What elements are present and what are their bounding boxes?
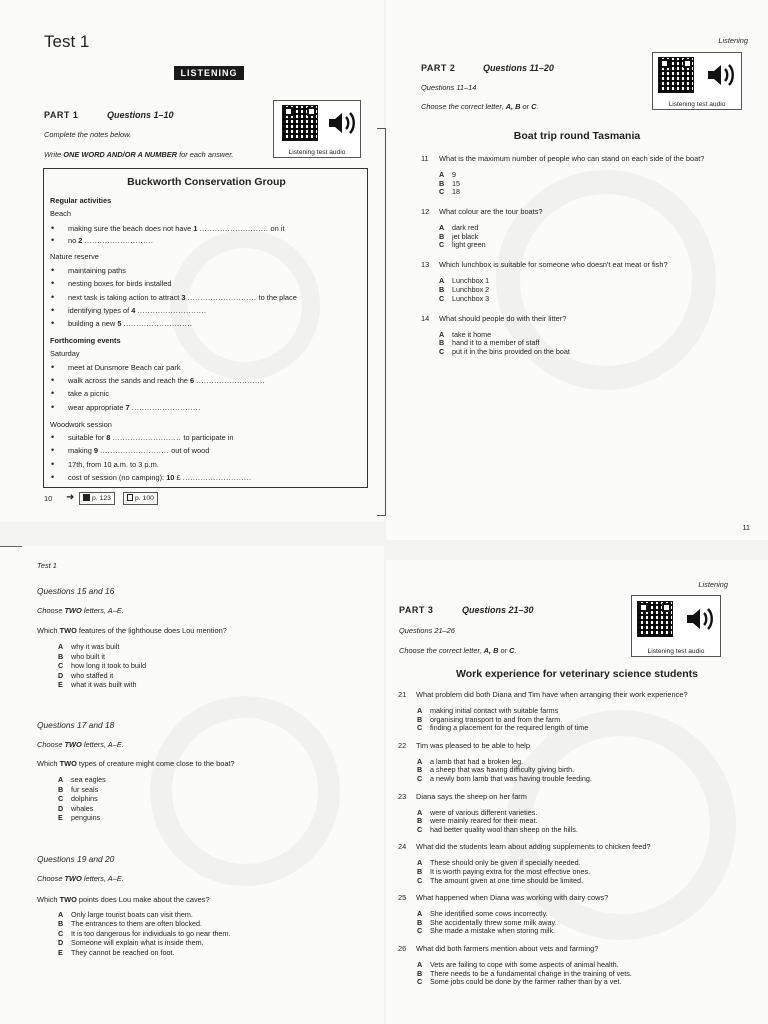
option-letter: A <box>417 960 423 969</box>
instruction-complete: Complete the notes below. <box>44 130 132 139</box>
option-text: who staffed it <box>71 670 114 680</box>
ref-answer-key[interactable] <box>123 492 158 505</box>
option-13-c[interactable] <box>439 294 489 303</box>
option-e[interactable] <box>58 680 137 689</box>
option-text: what it was built with <box>71 680 137 690</box>
option-letter: C <box>417 926 423 936</box>
question-11 <box>421 154 704 163</box>
audio-caption: Listening test audio <box>288 149 346 156</box>
option-23-c[interactable] <box>417 825 578 834</box>
instr-post: letters, A–E. <box>81 740 124 749</box>
option-text: sea eagles <box>71 775 106 784</box>
question-text: What did the students learn about adding supplements to chicken feed? <box>416 842 651 852</box>
option-letter: C <box>58 928 64 938</box>
instr-post: letters, A–E. <box>81 874 124 883</box>
group1-instruction <box>37 606 124 615</box>
text: suitable for <box>68 433 105 442</box>
option-letter: C <box>58 794 64 804</box>
option-text: It is worth paying extra for the most effective ones. <box>430 867 591 876</box>
option-text: dark red <box>452 223 479 233</box>
beach-heading: Beach <box>50 209 71 218</box>
audio-script-icon <box>83 494 90 501</box>
option-letter: A <box>58 775 64 784</box>
option-text: She made a mistake when storing milk. <box>430 926 556 936</box>
woodwork-item-4 <box>68 473 252 482</box>
ref-audio-script[interactable] <box>79 492 115 505</box>
option-text: jet black <box>452 231 479 241</box>
option-letter: E <box>58 947 63 957</box>
option-text: She identified some cows incorrectly. <box>430 909 548 919</box>
option-letter: B <box>58 651 64 661</box>
binding-bracket <box>377 128 386 516</box>
instr-bold: A, B <box>505 102 521 111</box>
option-a[interactable] <box>58 775 106 784</box>
option-letter: B <box>417 714 423 724</box>
option-letter: C <box>439 240 445 250</box>
question-number: 12 <box>421 207 430 217</box>
option-letter: B <box>417 917 423 927</box>
option-letter: B <box>417 867 423 876</box>
question-number: 13 <box>421 260 430 270</box>
answer-gap[interactable]: ........................... <box>137 306 207 315</box>
question-number: 25 <box>398 893 407 903</box>
question-21 <box>398 690 688 699</box>
option-a[interactable] <box>58 642 119 651</box>
option-letter: B <box>417 816 423 826</box>
qr-code-icon[interactable] <box>658 57 694 93</box>
flower-watermark <box>150 696 340 886</box>
group3-instruction <box>37 874 124 883</box>
instr-post: . <box>514 646 517 655</box>
flower-watermark <box>496 170 716 390</box>
page-number: 11 <box>742 523 750 532</box>
bottom-right-page <box>386 560 768 1024</box>
option-letter: B <box>417 968 423 978</box>
running-header: Test 1 <box>37 561 57 570</box>
text: next task is taking action to attract <box>68 293 180 302</box>
question-number: 11 <box>421 154 429 163</box>
option-letter: C <box>439 346 445 356</box>
qr-code-icon[interactable] <box>637 601 673 637</box>
nature-item-2: • nesting boxes for birds installed <box>68 279 172 288</box>
page-number: 10 <box>44 494 53 503</box>
woodwork-item-1 <box>68 433 234 442</box>
audio-caption: Listening test audio <box>647 648 705 655</box>
answer-gap[interactable]: ........................... <box>100 446 170 455</box>
text: to participate in <box>183 433 234 442</box>
option-letter: A <box>417 909 423 919</box>
audio-box[interactable] <box>652 52 742 110</box>
instr-bold: ONE WORD AND/OR A NUMBER <box>63 150 178 159</box>
option-text: whales <box>71 803 94 813</box>
instr-bold: TWO <box>64 606 82 615</box>
option-letter: A <box>58 642 64 651</box>
section-heading: Work experience for veterinary science students <box>456 668 698 680</box>
question-text: What problem did both Diana and Tim have when arranging their work experience? <box>416 690 688 699</box>
question-text: Diana says the sheep on her farm <box>416 791 527 801</box>
q-bold: TWO <box>59 895 77 904</box>
question-number: 22 <box>398 740 407 750</box>
option-letter: C <box>439 293 445 303</box>
text: identifying types of <box>68 306 130 315</box>
q-bold: TWO <box>59 759 77 768</box>
option-letter: B <box>417 765 423 775</box>
audio-caption: Listening test audio <box>668 101 726 108</box>
option-letter: C <box>417 977 423 987</box>
option-letter: C <box>417 875 423 885</box>
option-letter: B <box>439 231 445 241</box>
option-letter: C <box>417 774 423 783</box>
text: no <box>68 236 77 245</box>
answer-gap[interactable]: ........................... <box>187 293 257 302</box>
top-right-page <box>386 0 768 540</box>
part-questions: Questions 11–20 <box>483 63 554 73</box>
question-24 <box>398 842 651 851</box>
option-text: who built it <box>71 651 105 661</box>
option-text: had better quality wool than sheep on the hills. <box>430 824 578 834</box>
option-25-c[interactable] <box>417 926 555 935</box>
option-text: The amount given at one time should be limited. <box>430 875 584 885</box>
option-letter: A <box>417 756 423 766</box>
part-questions: Questions 21–30 <box>462 605 534 615</box>
text: cost of session (no camping): <box>68 473 165 482</box>
option-text: 9 <box>452 170 456 179</box>
q-pre: Which <box>37 759 60 768</box>
option-d[interactable] <box>58 804 93 813</box>
option-text: The entrances to them are often blocked. <box>71 919 203 929</box>
arrow-right-icon: ➜ <box>66 492 75 503</box>
nature-heading: Nature reserve <box>50 252 99 261</box>
option-text: They cannot be reached on foot. <box>71 947 175 957</box>
option-text: Lunchbox 3 <box>452 293 490 303</box>
text: on it <box>270 224 285 233</box>
q-number: 8 <box>106 433 111 442</box>
flower-watermark <box>170 230 320 380</box>
q-number: 10 <box>166 473 175 482</box>
page-title: Test 1 <box>44 32 90 51</box>
option-b[interactable] <box>58 785 98 794</box>
option-text: Someone will explain what is inside them. <box>71 938 204 948</box>
option-text: Only large tourist boats can visit them. <box>71 910 193 919</box>
running-header: Listening <box>698 580 728 589</box>
option-letter: E <box>58 680 63 690</box>
q-number: 5 <box>117 319 122 328</box>
question-13 <box>421 260 668 269</box>
option-letter: A <box>439 329 445 339</box>
q-pre: Which <box>37 626 60 635</box>
option-letter: D <box>58 938 64 948</box>
option-text: light green <box>452 240 486 250</box>
speaker-icon[interactable] <box>326 108 356 138</box>
q-bold: TWO <box>59 626 77 635</box>
nature-item-4 <box>68 306 206 315</box>
question-text: Which lunchbox is suitable for someone who doesn't eat meat or fish? <box>439 260 668 270</box>
option-letter: E <box>58 813 63 823</box>
option-letter: A <box>417 706 423 715</box>
option-text: were of various different varieties. <box>430 807 538 817</box>
part-label: PART 1 <box>44 110 79 120</box>
ref-text: p. 100 <box>135 495 154 502</box>
option-text: making initial contact with suitable farms <box>430 706 559 715</box>
instruction-write <box>44 150 233 159</box>
beach-item-2 <box>68 236 153 245</box>
q-number: 3 <box>181 293 186 302</box>
speaker-icon[interactable] <box>684 604 714 634</box>
option-text: These should only be given if specially needed. <box>430 858 581 868</box>
bottom-left-page <box>0 546 384 1024</box>
woodwork-heading: Woodwork session <box>50 420 112 429</box>
question-number: 23 <box>398 791 407 801</box>
option-text: a lamb that had a broken leg. <box>430 756 524 766</box>
instr-pre: Choose the correct letter, <box>421 102 506 111</box>
option-e[interactable] <box>58 948 175 957</box>
question-text: What did both farmers mention about vets and farming? <box>416 944 599 953</box>
option-text: take it home <box>452 329 492 339</box>
q-pre: Which <box>37 895 60 904</box>
instr-pre: Choose <box>37 606 65 615</box>
woodwork-item-3: • 17th, from 10 a.m. to 3 p.m. <box>68 460 159 469</box>
option-letter: B <box>58 784 64 794</box>
question-25 <box>398 893 608 902</box>
question-number: 26 <box>398 944 407 953</box>
notes-heading: Buckworth Conservation Group <box>127 176 286 188</box>
instr-mid: or <box>520 102 532 111</box>
option-text: a newly born lamb that was having trouble feeding. <box>430 774 592 783</box>
group2-question <box>37 759 235 768</box>
part-label: PART 2 <box>421 63 456 73</box>
top-left-page <box>0 0 384 522</box>
edge-mark <box>0 546 22 547</box>
text: building a new <box>68 319 116 328</box>
option-c[interactable] <box>58 661 146 670</box>
listening-badge: LISTENING <box>174 66 244 80</box>
group1-question <box>37 626 227 635</box>
answer-gap[interactable]: ........................... <box>84 236 154 245</box>
option-26-c[interactable] <box>417 977 621 986</box>
option-text: how long it took to build <box>71 661 147 671</box>
answer-gap[interactable]: ........................... <box>182 473 252 482</box>
instr-mid: or <box>498 646 510 655</box>
beach-item-1 <box>68 224 285 233</box>
saturday-heading: Saturday <box>50 349 80 358</box>
nature-item-5 <box>68 319 192 328</box>
text: wear appropriate <box>68 403 124 412</box>
group2-instruction <box>37 740 124 749</box>
question-number: 14 <box>421 313 430 323</box>
option-letter: C <box>439 187 445 197</box>
q-post: features of the lighthouse does Lou mention? <box>76 626 227 635</box>
answer-gap[interactable]: ........................... <box>112 433 182 442</box>
option-text: penguins <box>71 813 101 823</box>
question-text: What is the maximum number of people who can stand on each side of the boat? <box>439 154 705 163</box>
section-heading: Boat trip round Tasmania <box>513 130 641 142</box>
part-questions: Questions 1–10 <box>107 110 174 120</box>
group1-title: Questions 15 and 16 <box>37 586 115 596</box>
text: making sure the beach does not have <box>68 224 192 233</box>
question-text: What colour are the tour boats? <box>439 207 543 217</box>
currency: £ <box>176 473 181 482</box>
q-number: 1 <box>193 224 198 233</box>
regular-activities: Regular activities <box>50 196 112 205</box>
instr-bold: C <box>509 646 515 655</box>
question-23 <box>398 792 527 801</box>
option-letter: A <box>417 858 423 868</box>
speaker-icon[interactable] <box>705 60 735 90</box>
option-text: There needs to be a fundamental change in the training of vets. <box>430 968 632 978</box>
q-post: points does Lou make about the caves? <box>76 895 210 904</box>
text: to the place <box>258 293 297 302</box>
book-icon <box>127 494 133 501</box>
option-text: Some jobs could be done by the farmer rather than by a vet. <box>430 977 622 987</box>
q-number: 7 <box>125 403 130 412</box>
part-label: PART 3 <box>399 605 434 615</box>
qr-code-icon[interactable] <box>282 105 318 141</box>
option-letter: C <box>417 723 423 733</box>
option-letter: B <box>58 919 64 929</box>
option-letter: A <box>417 807 423 817</box>
option-letter: A <box>58 910 64 919</box>
option-text: It is too dangerous for individuals to go near them. <box>71 928 231 938</box>
option-text: hand it to a member of staff <box>452 338 540 348</box>
instr-post: for each answer. <box>177 150 234 159</box>
instr-pre: Choose the correct letter, <box>399 646 484 655</box>
option-text: dolphins <box>71 794 98 804</box>
option-letter: B <box>439 285 445 294</box>
text: out of wood <box>171 446 210 455</box>
instr-bold: TWO <box>64 740 82 749</box>
q-number: 9 <box>93 446 99 455</box>
option-text: She accidentally threw some milk away. <box>430 917 557 927</box>
option-text: Vets are failing to cope with some aspects of animal health. <box>430 960 619 969</box>
instr-bold: TWO <box>64 874 82 883</box>
question-12 <box>421 207 543 216</box>
option-24-c[interactable] <box>417 876 583 885</box>
option-c[interactable] <box>58 929 230 938</box>
question-number: 24 <box>398 842 407 852</box>
option-text: fur seals <box>71 784 99 794</box>
question-22 <box>398 741 530 750</box>
woodwork-item-2 <box>68 446 209 455</box>
answer-gap[interactable]: ........................... <box>199 224 269 233</box>
running-header: Listening <box>718 36 748 45</box>
ref-text: p. 123 <box>92 495 111 502</box>
question-text: What should people do with their litter? <box>439 313 567 323</box>
answer-gap[interactable]: ........................... <box>123 319 193 328</box>
group3-title: Questions 19 and 20 <box>37 854 115 864</box>
instr-bold: C <box>531 102 537 111</box>
group3-question <box>37 895 210 904</box>
option-d[interactable] <box>58 938 204 947</box>
forthcoming-heading: Forthcoming events <box>50 336 121 345</box>
option-text: 18 <box>452 187 460 197</box>
sub-questions: Questions 21–26 <box>399 626 455 635</box>
saturday-item-3: • take a picnic <box>68 389 109 398</box>
answer-gap[interactable]: ........................... <box>196 376 266 385</box>
instr-post: . <box>536 102 539 111</box>
answer-gap[interactable]: ........................... <box>131 403 201 412</box>
option-14-c[interactable] <box>439 347 570 356</box>
instr-bold: A, B <box>483 646 499 655</box>
option-c[interactable] <box>58 794 98 803</box>
option-letter: C <box>58 661 64 671</box>
q-number: 2 <box>78 236 83 245</box>
option-22-c[interactable] <box>417 774 592 783</box>
option-b[interactable] <box>58 652 105 661</box>
option-d[interactable] <box>58 671 113 680</box>
sub-questions: Questions 11–14 <box>421 83 477 92</box>
option-text: Lunchbox 1 <box>452 276 490 286</box>
option-text: 15 <box>452 178 460 188</box>
option-text: were mainly reared for their meat. <box>430 816 538 826</box>
option-12-c[interactable] <box>439 240 486 249</box>
question-text: What happened when Diana was working with dairy cows? <box>416 893 609 903</box>
option-text: why it was built <box>71 642 120 651</box>
saturday-item-1: • meet at Dunsmore Beach car park <box>68 363 181 372</box>
option-text: Lunchbox 2 <box>452 285 490 294</box>
instr-post: letters, A–E. <box>81 606 124 615</box>
option-letter: B <box>439 338 445 348</box>
q-post: types of creature might come close to the boat? <box>76 759 235 768</box>
instruction <box>399 646 517 655</box>
q-number: 6 <box>190 376 195 385</box>
audio-box[interactable] <box>273 100 361 158</box>
instr-pre: Write <box>44 150 64 159</box>
option-letter: D <box>58 670 64 680</box>
option-letter: A <box>439 223 445 233</box>
option-letter: D <box>58 803 64 813</box>
instr-pre: Choose <box>37 874 65 883</box>
group2-title: Questions 17 and 18 <box>37 720 115 730</box>
option-e[interactable] <box>58 813 100 822</box>
option-a[interactable] <box>58 910 193 919</box>
nature-item-3 <box>68 293 297 302</box>
option-11-c[interactable] <box>439 187 460 196</box>
instruction <box>421 102 539 111</box>
question-text: Tim was pleased to be able to help <box>416 740 530 750</box>
option-letter: C <box>417 824 423 834</box>
question-26 <box>398 944 598 953</box>
instr-pre: Choose <box>37 740 65 749</box>
option-b[interactable] <box>58 919 202 928</box>
option-text: a sheep that was having difficulty giving birth. <box>430 765 575 775</box>
text: walk across the sands and reach the <box>68 376 188 385</box>
option-text: finding a placement for the required length of time <box>430 723 589 733</box>
saturday-item-4 <box>68 403 201 412</box>
question-number: 21 <box>398 690 407 699</box>
option-letter: A <box>439 170 445 179</box>
option-21-c[interactable] <box>417 723 588 732</box>
option-text: organising transport to and from the farm <box>430 714 561 724</box>
option-letter: B <box>439 178 445 188</box>
option-letter: A <box>439 276 445 286</box>
option-text: put it in the bins provided on the boat <box>452 346 570 356</box>
question-14 <box>421 314 566 323</box>
audio-box[interactable] <box>631 595 721 657</box>
q-number: 4 <box>131 306 136 315</box>
saturday-item-2 <box>68 376 265 385</box>
nature-item-1: • maintaining paths <box>68 266 126 275</box>
text: making <box>68 446 92 455</box>
